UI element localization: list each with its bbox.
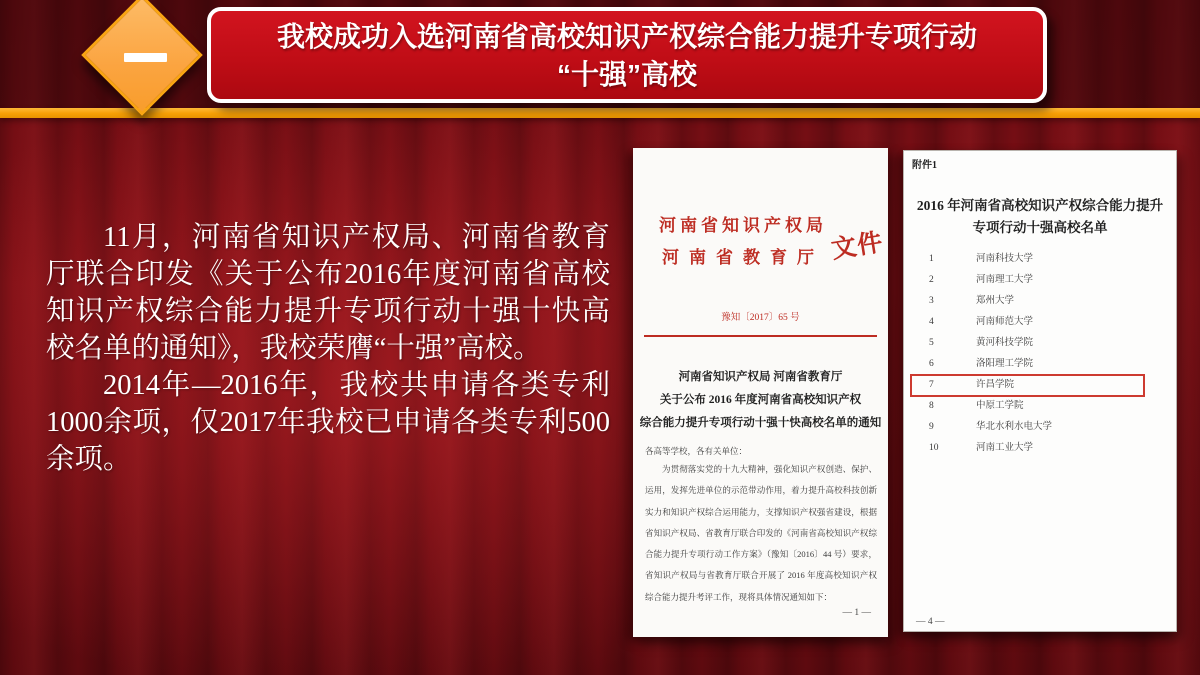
intro-text-block <box>46 219 610 478</box>
notice-page-number: — 1 — <box>842 608 871 618</box>
list-item-rank: 1 <box>929 254 934 264</box>
slide-title-line1: 我校成功入选河南省高校知识产权综合能力提升专项行动 <box>276 21 977 52</box>
list-item-name: 河南科技大学 <box>976 254 1034 264</box>
intro-paragraph-2: 2014年—2016年，我校共申请各类专利1000余项，仅2017年我校已申请各类专利500余项。 <box>46 370 610 475</box>
list-item <box>911 291 1144 312</box>
document-number: 豫知〔2017〕65 号 <box>721 313 800 323</box>
list-item-highlighted <box>911 375 1144 396</box>
list-item-rank: 2 <box>929 275 934 285</box>
list-item-rank: 7 <box>929 380 934 390</box>
notice-title <box>637 366 884 435</box>
attachment-title <box>904 195 1176 239</box>
notice-title-line2: 关于公布 2016 年度河南省高校知识产权 <box>659 394 862 406</box>
letterhead-suffix: 文件 <box>829 229 886 264</box>
list-item <box>911 438 1144 459</box>
list-item <box>911 396 1144 417</box>
list-item-name: 河南师范大学 <box>976 317 1034 327</box>
list-item <box>911 312 1144 333</box>
letterhead-rule <box>644 335 877 337</box>
notice-body: 为贯彻落实党的十九大精神，强化知识产权创造、保护、运用，发挥先进单位的示范带动作用，着力提升高校科技创新实力和知识产权综合运用能力，支撑知识产权强省建设，根据省知识产权局、省教育厅联合印发的《河南省高校知识产权综合能力提升专项行动工作方案》（豫知〔2016〕44 号）要求，省知识产权局与省教育厅联合开展了 2016 年度高校知识产权综合能力提升考评工作，现将具体情况通知如下： <box>645 464 877 602</box>
list-item-name: 许昌学院 <box>976 380 1015 390</box>
document-notice-scan <box>633 148 888 637</box>
attachment-label: 附件1 <box>912 160 937 171</box>
list-item-name: 河南理工大学 <box>976 275 1034 285</box>
list-item-rank: 8 <box>929 401 934 411</box>
document-attachment-scan <box>903 150 1177 632</box>
list-item-rank: 9 <box>929 422 934 432</box>
list-item-rank: 10 <box>929 443 939 453</box>
divider-stripe <box>0 108 1200 118</box>
list-item <box>911 354 1144 375</box>
list-item <box>911 270 1144 291</box>
letterhead-line1: 河南省知识产权局 <box>659 216 827 235</box>
slide-title-banner <box>207 7 1047 103</box>
letterhead-line2: 河南省教育厅 <box>662 248 824 267</box>
section-number-one-icon <box>124 53 167 62</box>
attachment-page-number: — 4 — <box>916 617 945 627</box>
list-item <box>911 417 1144 438</box>
intro-paragraph-1: 11月，河南省知识产权局、河南省教育厅联合印发《关于公布2016年度河南省高校知识产权综合能力提升专项行动十强十快高校名单的通知》，我校荣膺“十强”高校。 <box>46 222 610 364</box>
list-item-name: 中原工学院 <box>976 401 1024 411</box>
slide-title-line2: “十强”高校 <box>556 59 697 90</box>
list-item-rank: 5 <box>929 338 934 348</box>
list-item-rank: 4 <box>929 317 934 327</box>
notice-salutation: 各高等学校，各有关单位： <box>645 446 748 456</box>
notice-title-line3: 综合能力提升专项行动十强十快高校名单的通知 <box>639 417 882 429</box>
list-item-name: 洛阳理工学院 <box>976 359 1034 369</box>
document-letterhead <box>643 210 843 274</box>
list-item <box>911 333 1144 354</box>
attachment-title-line1: 2016 年河南省高校知识产权综合能力提升 <box>916 198 1164 213</box>
notice-title-line1: 河南省知识产权局 河南省教育厅 <box>678 371 843 383</box>
list-item-rank: 3 <box>929 296 934 306</box>
list-item-name: 河南工业大学 <box>976 443 1034 453</box>
list-item-rank: 6 <box>929 359 934 369</box>
list-item-name: 华北水利水电大学 <box>976 422 1053 432</box>
list-item-name: 郑州大学 <box>976 296 1015 306</box>
university-list <box>911 249 1144 459</box>
list-item-name: 黄河科技学院 <box>976 338 1034 348</box>
list-item <box>911 249 1144 270</box>
attachment-title-line2: 专项行动十强高校名单 <box>972 220 1108 235</box>
